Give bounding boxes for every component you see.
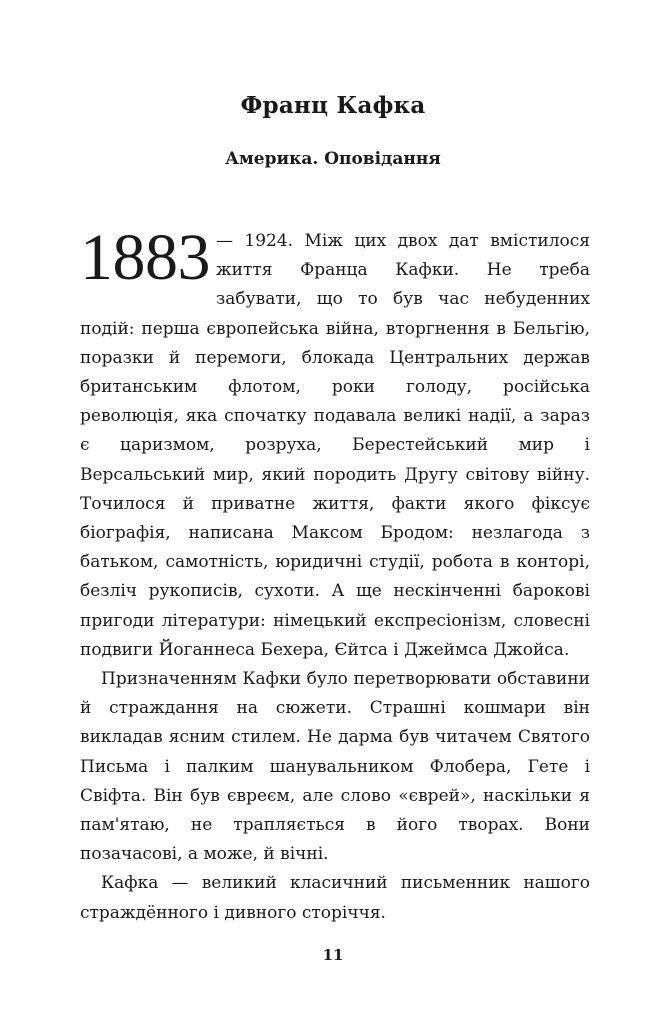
page-number: 11 xyxy=(322,946,344,964)
paragraph-3: Кафка — великий класичний письменник нашого страждённого і дивного сторіччя. xyxy=(80,873,590,923)
body-text xyxy=(80,221,590,928)
paragraph-1 xyxy=(80,221,590,665)
paragraph-2: Призначенням Кафки було перетворювати обставини й страждання на сюжети. Страшні кошмари він викладав ясним стилем. Не дарма був читачем Святого Письма і палким шанувальником Флобера, Гете і Свіфта. Він був євреєм, але слово «єврей», наскільки я пам'ятаю, не трапляється в його творах. Вони позачасові, а може, й вічні. xyxy=(80,669,590,865)
author-heading: Франц Кафка xyxy=(240,92,426,119)
book-subtitle: Америка. Оповідання xyxy=(225,149,441,169)
drop-cap-year: 1883 xyxy=(80,221,210,294)
paragraph-1-text: — 1924. Між цих двох дат вмістилося життя Франца Кафки. Не треба забувати, що то був час небуденних подій: перша європейська війна, вторгнення в Бельгію, поразки й перемоги, блокада Центральних держав британським флотом, роки голоду, російська революція, яка спочатку подавала великі надії, а зараз є царизмом, розруха, Берестейський мир і Версальський мир, який породить Другу світову війну. Точилося й приватне життя, факти якого фіксує біографія, написана Максом Бродом: незлагода з батьком, самотність, юридичні студії, робота в конторі, безліч рукописів, сухоти. А ще нескінченні барокові пригоди літератури: німецький експресіонізм, словесні подвиги Йоганнеса Бехера, Єйтса і Джеймса Джойса. xyxy=(80,231,590,660)
